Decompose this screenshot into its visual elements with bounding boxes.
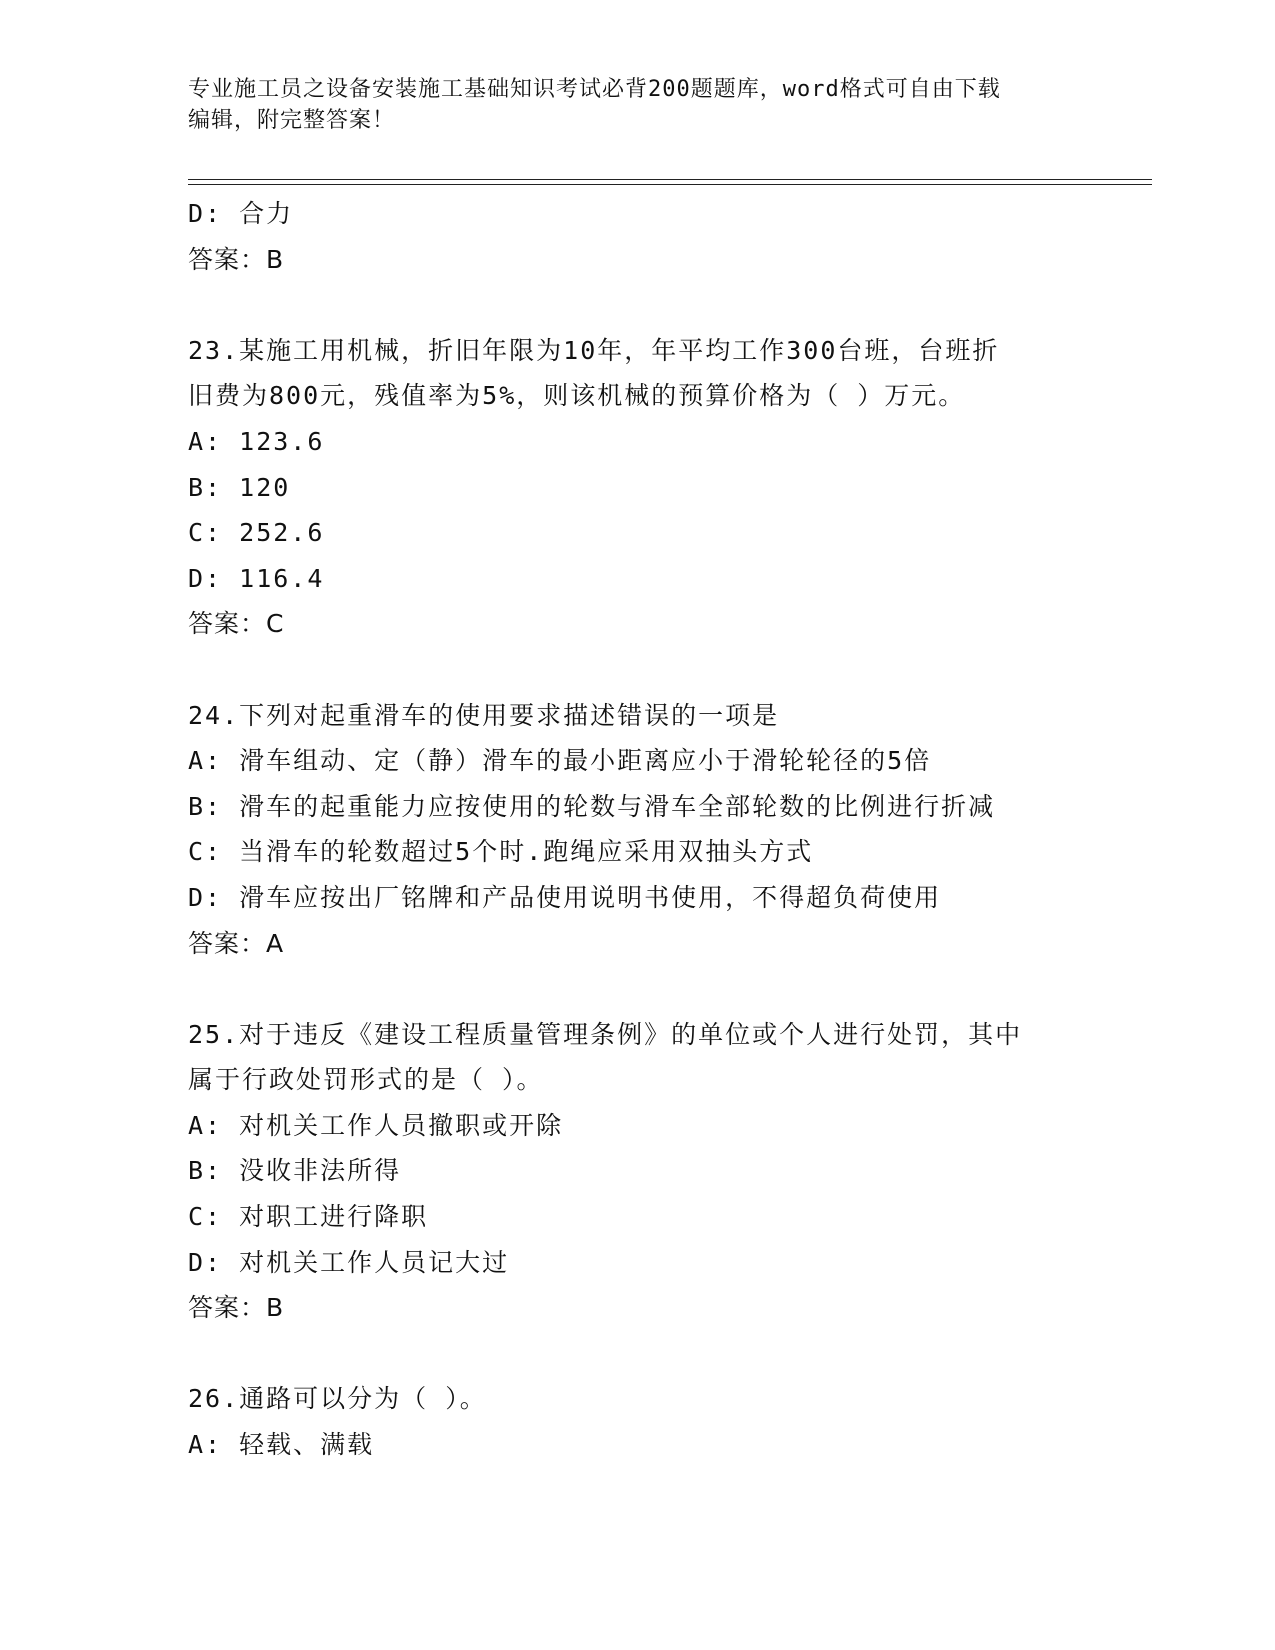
option-d: D: 对机关工作人员记大过	[188, 1247, 510, 1277]
answer: 答案：B	[188, 1293, 285, 1323]
question-stem-line: 属于行政处罚形式的是（ ）。	[188, 1065, 544, 1095]
prev-answer: 答案：B	[188, 244, 285, 274]
header-line-2: 编辑，附完整答案！	[188, 108, 396, 133]
option-c: C: 当滑车的轮数超过5个时.跑绳应采用双抽头方式	[188, 837, 814, 867]
document-header	[188, 74, 1068, 136]
spacer	[188, 647, 1088, 693]
header-divider-bottom	[188, 184, 1152, 185]
question-stem-line: 旧费为800元，残值率为5%，则该机械的预算价格为（ ）万元。	[188, 381, 966, 411]
option-c: C: 对职工进行降职	[188, 1202, 429, 1232]
question-stem-line: 25.对于违反《建设工程质量管理条例》的单位或个人进行处罚，其中	[188, 1019, 1023, 1049]
question-content	[188, 191, 1088, 1468]
spacer	[188, 282, 1088, 328]
option-b: B: 没收非法所得	[188, 1156, 402, 1186]
option-d: D: 116.4	[188, 563, 325, 593]
header-line-1: 专业施工员之设备安装施工基础知识考试必背200题题库，word格式可自由下载	[188, 77, 1001, 102]
header-divider-top	[188, 179, 1152, 180]
option-a: A: 滑车组动、定（静）滑车的最小距离应小于滑轮轮径的5倍	[188, 746, 932, 776]
option-b: B: 120	[188, 472, 291, 502]
question-24	[188, 693, 1088, 967]
spacer	[188, 966, 1088, 1012]
question-23	[188, 328, 1088, 647]
question-stem-line: 23.某施工用机械，折旧年限为10年，年平均工作300台班，台班折	[188, 335, 1000, 365]
option-a: A: 123.6	[188, 426, 325, 456]
option-b: B: 滑车的起重能力应按使用的轮数与滑车全部轮数的比例进行折减	[188, 791, 996, 821]
question-25	[188, 1012, 1088, 1331]
answer: 答案：A	[188, 928, 285, 958]
answer: 答案：C	[188, 609, 285, 639]
question-stem-line: 24.下列对起重滑车的使用要求描述错误的一项是	[188, 700, 780, 730]
option-a: A: 对机关工作人员撤职或开除	[188, 1110, 564, 1140]
spacer	[188, 1331, 1088, 1377]
question-26	[188, 1376, 1088, 1467]
option-a: A: 轻载、满载	[188, 1430, 375, 1460]
question-stem-line: 26.通路可以分为（ ）。	[188, 1384, 487, 1414]
option-d: D: 滑车应按出厂铭牌和产品使用说明书使用，不得超负荷使用	[188, 882, 942, 912]
option-c: C: 252.6	[188, 518, 325, 548]
prev-option-d: D: 合力	[188, 199, 294, 228]
